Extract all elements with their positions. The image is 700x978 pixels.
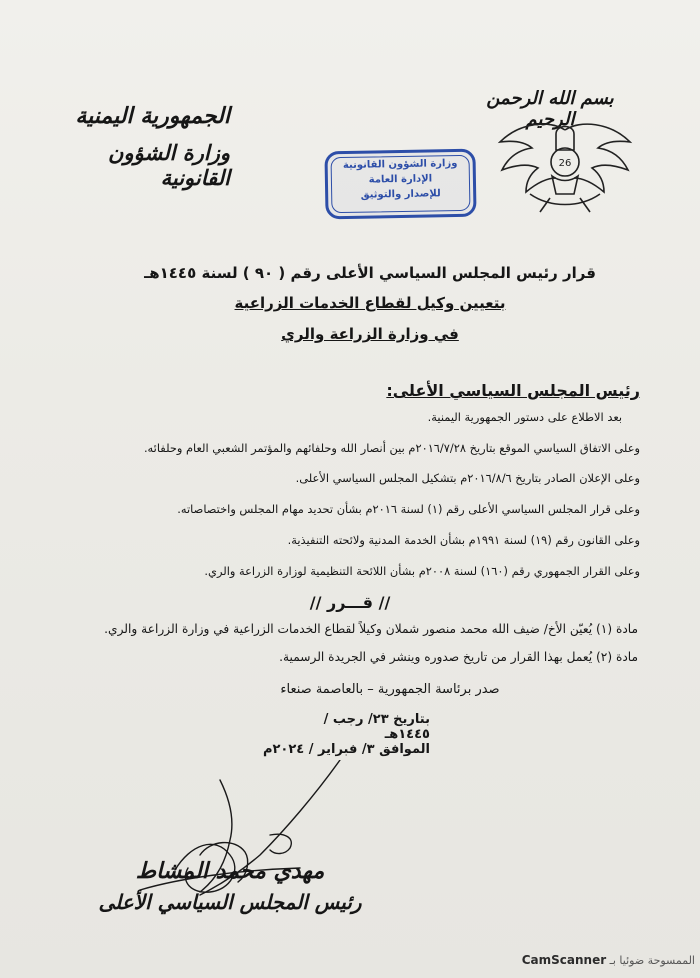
signatory-title: رئيس المجلس السياسي الأعلى	[98, 890, 362, 914]
preamble-line: وعلى القرار الجمهوري رقم (١٦٠) لسنة ٢٠٠٨م بشأن اللائحة التنظيمية لوزارة الزراعة والري.	[204, 564, 640, 578]
issuing-authority: رئيس المجلس السياسي الأعلى:	[386, 381, 640, 400]
issued-location: صدر برئاسة الجمهورية – بالعاصمة صنعاء	[280, 682, 500, 697]
ministry-line-2: وزارة الشؤون القانونية	[108, 140, 230, 190]
decree-ministry: في وزارة الزراعة والري	[281, 325, 459, 343]
camscanner-watermark	[485, 953, 695, 967]
preamble-line: وعلى الاتفاق السياسي الموقع بتاريخ ٢٠١٦/٧/٢٨م بين أنصار الله وحلفائهم والمؤتمر الشعبي العام وحلفائه.	[143, 441, 640, 455]
scanner-brand: CamScanner	[521, 953, 607, 967]
basmala-text: بسم الله الرحمن الرحيم	[486, 88, 614, 130]
preamble-line: بعد الاطلاع على دستور الجمهورية اليمنية.	[427, 410, 622, 424]
date-gregorian: الموافق ٣/ فبراير / ٢٠٢٤م	[262, 742, 430, 757]
preamble-line: وعلى الإعلان الصادر بتاريخ ٢٠١٦/٨/٦م بتشكيل المجلس السياسي الأعلى.	[295, 471, 640, 485]
ministry-line-1: الجمهورية اليمنية	[75, 103, 230, 129]
decided-heading: // قـــرر //	[309, 593, 391, 612]
preamble-line: وعلى قرار المجلس السياسي الأعلى رقم (١) لسنة ٢٠١٦م بشأن تحديد مهام المجلس واختصاصاته.	[177, 502, 640, 516]
article-2: مادة (٢) يُعمل بهذا القرار من تاريخ صدوره وينشر في الجريدة الرسمية.	[279, 650, 638, 664]
svg-text:26: 26	[558, 158, 572, 169]
preamble-line: وعلى القانون رقم (١٩) لسنة ١٩٩١م بشأن الخدمة المدنية ولائحته التنفيذية.	[287, 533, 640, 547]
stamp-line-2: الإدارة العامة	[368, 173, 433, 186]
article-1: مادة (١) يُعيّن الأخ/ ضيف الله محمد منصور شملان وكيلاً لقطاع الخدمات الزراعية في وزارة الزراعة والري.	[104, 622, 638, 636]
scanner-prefix: الممسوحة ضوئيا بـ	[609, 954, 695, 967]
signatory-name: مهدي محمد المشاط	[135, 858, 325, 884]
decree-subject: بتعيين وكيل لقطاع الخدمات الزراعية	[234, 294, 506, 312]
stamp-line-1: وزارة الشؤون القانونية	[342, 158, 458, 172]
official-stamp	[324, 149, 476, 220]
stamp-line-3: للإصدار والتوثيق	[360, 188, 441, 201]
date-hijri: بتاريخ ٢٣/ رجب / ١٤٤٥هـ	[323, 712, 430, 742]
national-emblem-icon	[490, 112, 640, 217]
handwritten-signature	[80, 760, 410, 910]
decree-title: قرار رئيس المجلس السياسي الأعلى رقم ( ٩٠ ) لسنة ١٤٤٥هـ	[144, 264, 596, 282]
